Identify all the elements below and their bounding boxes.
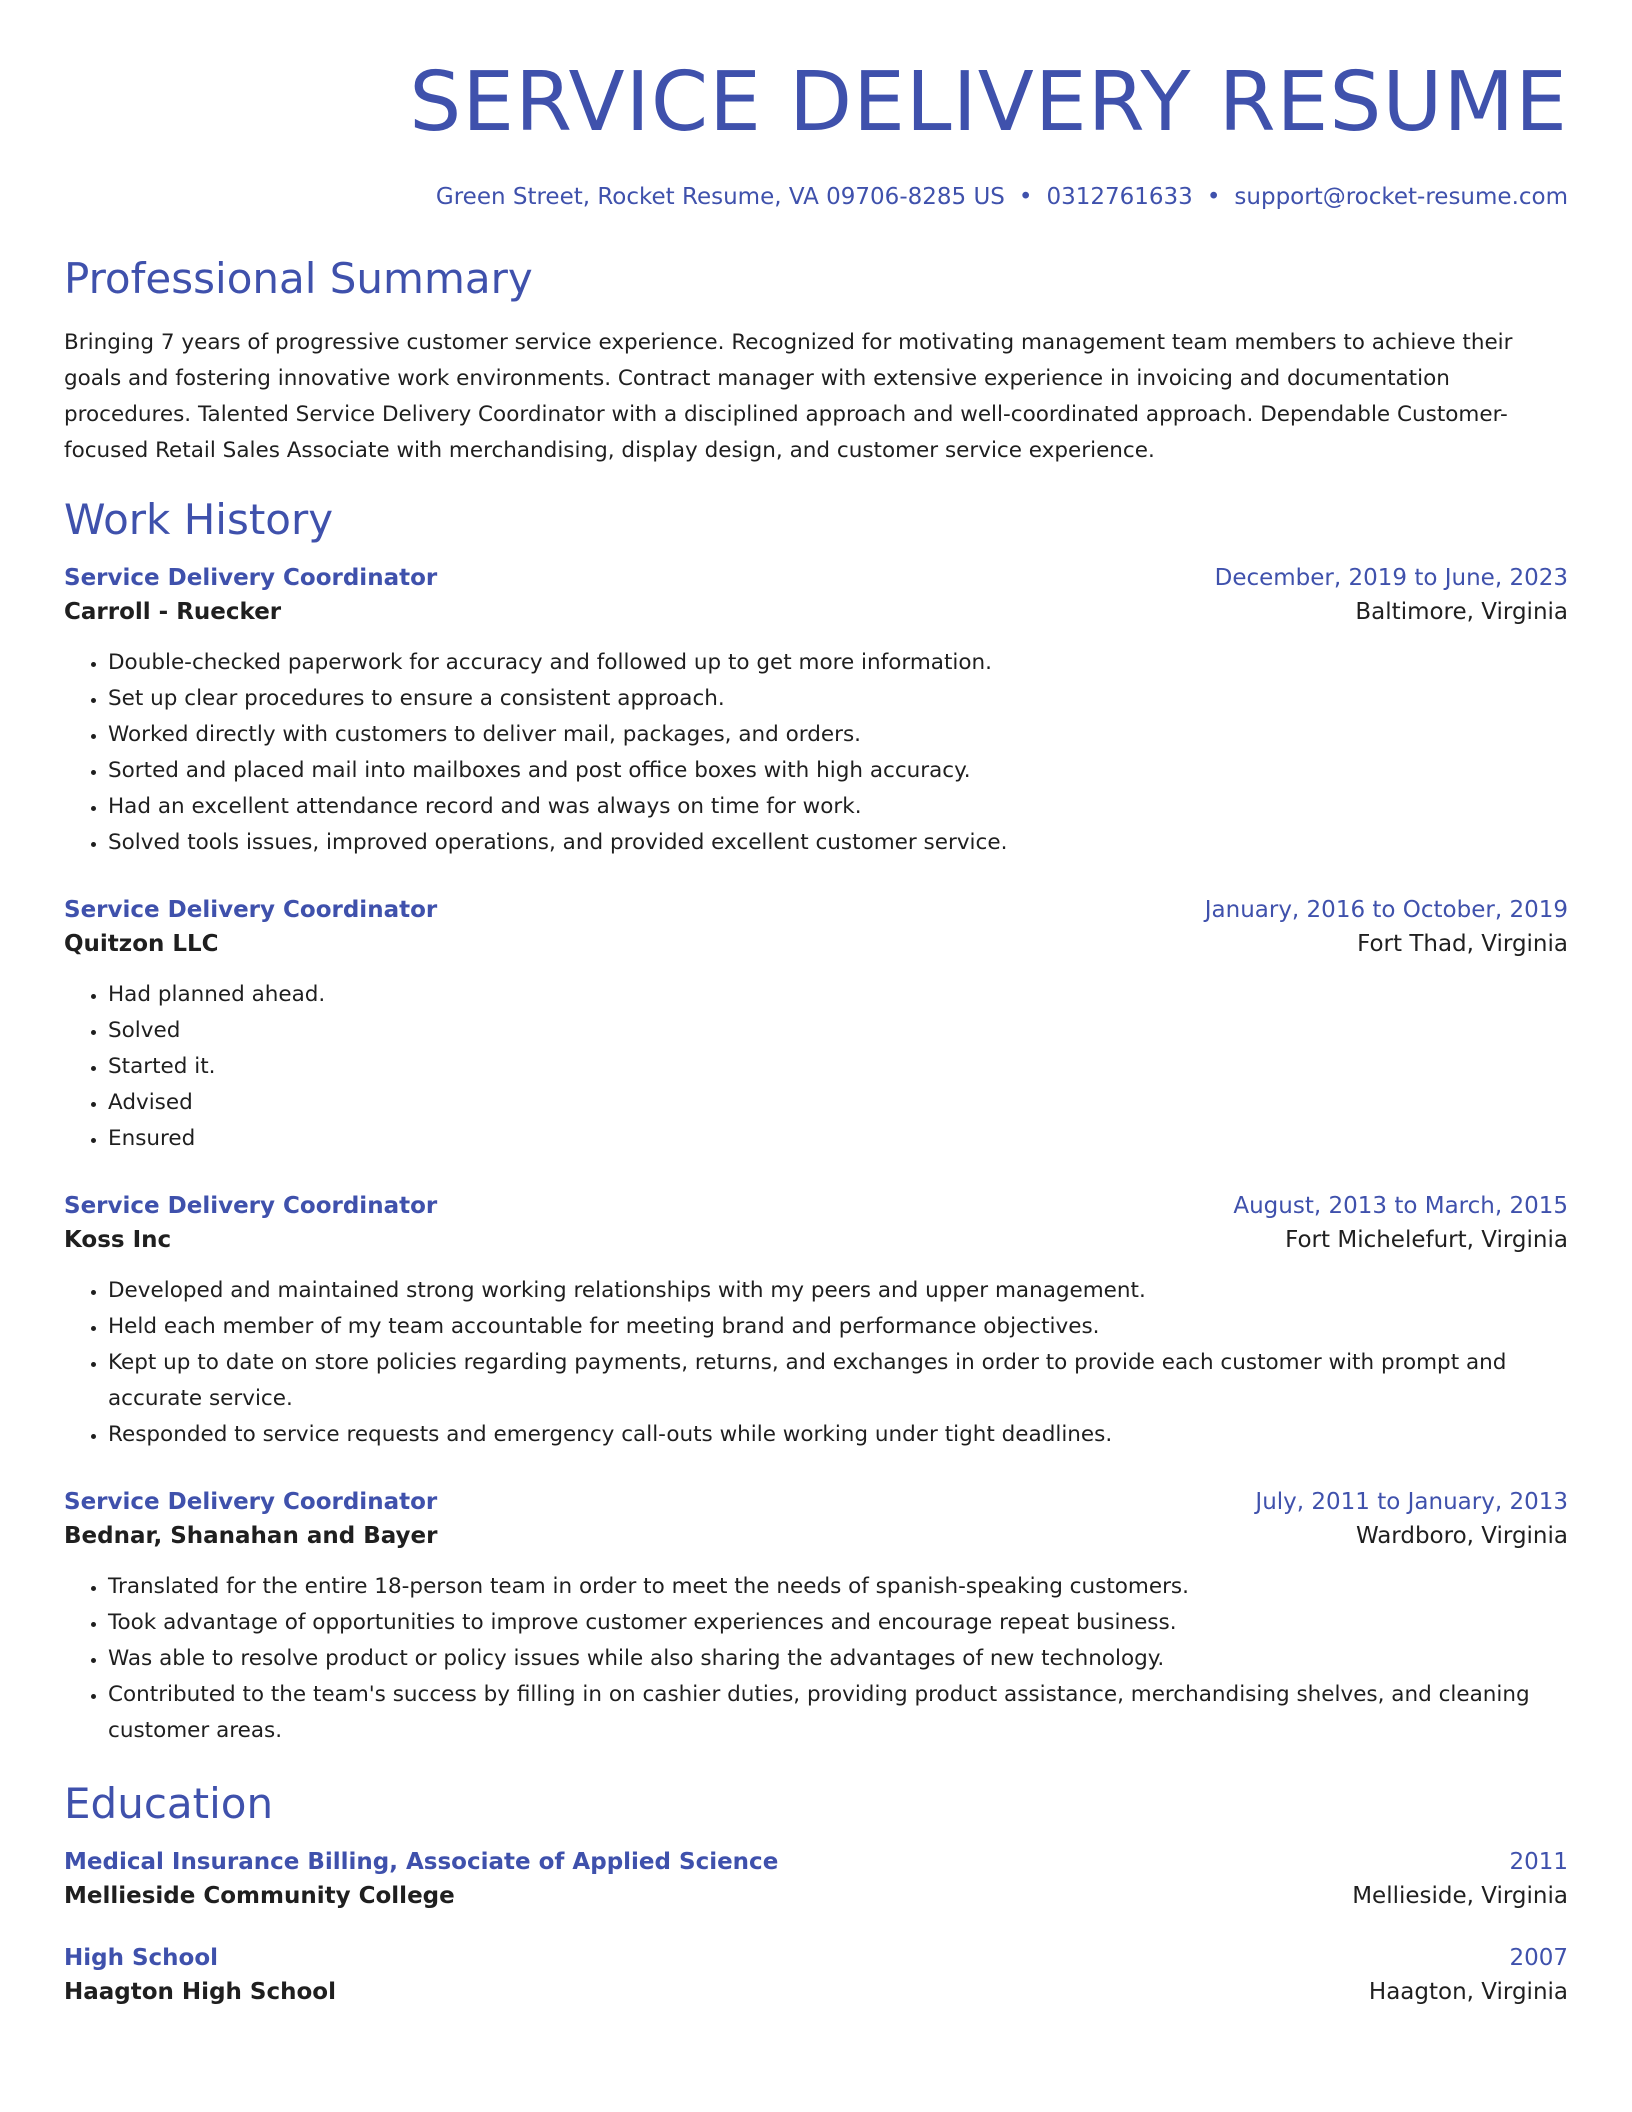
job-title-row <box>64 897 1568 923</box>
education-heading: Education <box>64 1779 274 1829</box>
education-location: Mellieside, Virginia <box>1352 1883 1568 1910</box>
job-title: Service Delivery Coordinator <box>64 1193 438 1220</box>
education-school: Mellieside Community College <box>64 1883 455 1910</box>
job-bullets <box>64 1273 1568 1453</box>
job-entry <box>64 897 1568 1157</box>
job-bullet: • Kept up to date on store policies regarding payments, returns, and exchanges in order to provide each customer with prompt and accurate service. <box>108 1345 1568 1417</box>
education-degree-row <box>64 1945 1568 1971</box>
job-employer-row <box>64 1227 1568 1253</box>
job-dates: December, 2019 to June, 2023 <box>1214 565 1568 592</box>
job-dates: August, 2013 to March, 2015 <box>1233 1193 1568 1220</box>
job-location: Wardboro, Virginia <box>1355 1523 1568 1550</box>
education-year: 2007 <box>1509 1945 1568 1972</box>
job-bullet: • Held each member of my team accountable for meeting brand and performance objectives. <box>108 1309 1568 1345</box>
job-bullet: • Double-checked paperwork for accuracy and followed up to get more information. <box>108 645 1568 681</box>
education-entry <box>64 1849 1568 1909</box>
work-history-heading: Work History <box>64 494 334 544</box>
education-school-row <box>64 1883 1568 1909</box>
job-dates: July, 2011 to January, 2013 <box>1255 1489 1568 1516</box>
job-location: Baltimore, Virginia <box>1355 599 1568 626</box>
job-dates: January, 2016 to October, 2019 <box>1204 897 1568 924</box>
job-bullet: • Started it. <box>108 1049 1568 1085</box>
job-bullet: • Responded to service requests and emergency call-outs while working under tight deadlines. <box>108 1417 1568 1453</box>
education-location: Haagton, Virginia <box>1368 1979 1568 2006</box>
job-entry <box>64 1489 1568 1749</box>
job-location: Fort Michelefurt, Virginia <box>1285 1227 1568 1254</box>
job-bullet: • Was able to resolve product or policy issues while also sharing the advantages of new technology. <box>108 1641 1568 1677</box>
education-degree: High School <box>64 1945 219 1972</box>
education-degree-row <box>64 1849 1568 1875</box>
education-year: 2011 <box>1509 1849 1568 1876</box>
contact-phone: 0312761633 <box>1046 184 1193 211</box>
summary-heading: Professional Summary <box>64 254 533 304</box>
job-bullet: • Sorted and placed mail into mailboxes and post office boxes with high accuracy. <box>108 753 1568 789</box>
job-bullet: • Had an excellent attendance record and was always on time for work. <box>108 789 1568 825</box>
job-employer-row <box>64 1523 1568 1549</box>
job-bullets <box>64 1569 1568 1749</box>
job-bullet: • Solved <box>108 1013 1568 1049</box>
job-bullets <box>64 977 1568 1157</box>
resume-title: SERVICE DELIVERY RESUME <box>409 55 1568 150</box>
summary-text: Bringing 7 years of progressive customer service experience. Recognized for motivating management team members to achieve their goals and fostering innovative work environments. Contract manager with extensive experience in invoicing and documentation procedures. Talented Service Delivery Coordinator with a disciplined approach and well-coordinated approach. Dependable Customer-focused Retail Sales Associate with merchandising, display design, and customer service experience. <box>64 329 1513 463</box>
job-title: Service Delivery Coordinator <box>64 565 438 592</box>
job-bullet: • Set up clear procedures to ensure a consistent approach. <box>108 681 1568 717</box>
job-location: Fort Thad, Virginia <box>1357 931 1568 958</box>
job-title-row <box>64 1489 1568 1515</box>
job-bullets <box>64 645 1568 861</box>
job-employer: Quitzon LLC <box>64 931 219 958</box>
contact-email[interactable]: support@rocket-resume.com <box>1234 184 1568 211</box>
job-employer: Koss Inc <box>64 1227 172 1254</box>
job-title-row <box>64 565 1568 591</box>
job-employer-row <box>64 931 1568 957</box>
job-employer: Bednar, Shanahan and Bayer <box>64 1523 438 1550</box>
job-entry <box>64 565 1568 861</box>
job-bullet: • Advised <box>108 1085 1568 1121</box>
job-bullet: • Had planned ahead. <box>108 977 1568 1013</box>
job-employer: Carroll - Ruecker <box>64 599 282 626</box>
education-school-row <box>64 1979 1568 2005</box>
job-entry <box>64 1193 1568 1453</box>
job-bullet: • Worked directly with customers to deliver mail, packages, and orders. <box>108 717 1568 753</box>
job-bullet: • Translated for the entire 18-person team in order to meet the needs of spanish-speaking customers. <box>108 1569 1568 1605</box>
contact-separator: • <box>1018 184 1033 211</box>
job-bullet: • Developed and maintained strong working relationships with my peers and upper management. <box>108 1273 1568 1309</box>
job-title-row <box>64 1193 1568 1219</box>
contact-line <box>64 184 1568 210</box>
contact-separator: • <box>1206 184 1221 211</box>
job-bullet: • Contributed to the team's success by filling in on cashier duties, providing product assistance, merchandising shelves, and cleaning customer areas. <box>108 1677 1568 1749</box>
job-bullet: • Took advantage of opportunities to improve customer experiences and encourage repeat business. <box>108 1605 1568 1641</box>
job-title: Service Delivery Coordinator <box>64 897 438 924</box>
education-degree: Medical Insurance Billing, Associate of Applied Science <box>64 1849 779 1876</box>
education-school: Haagton High School <box>64 1979 336 2006</box>
job-bullet: • Ensured <box>108 1121 1568 1157</box>
contact-address: Green Street, Rocket Resume, VA 09706-8285 US <box>435 184 1005 211</box>
job-title: Service Delivery Coordinator <box>64 1489 438 1516</box>
job-employer-row <box>64 599 1568 625</box>
education-entry <box>64 1945 1568 2005</box>
job-bullet: • Solved tools issues, improved operations, and provided excellent customer service. <box>108 825 1568 861</box>
